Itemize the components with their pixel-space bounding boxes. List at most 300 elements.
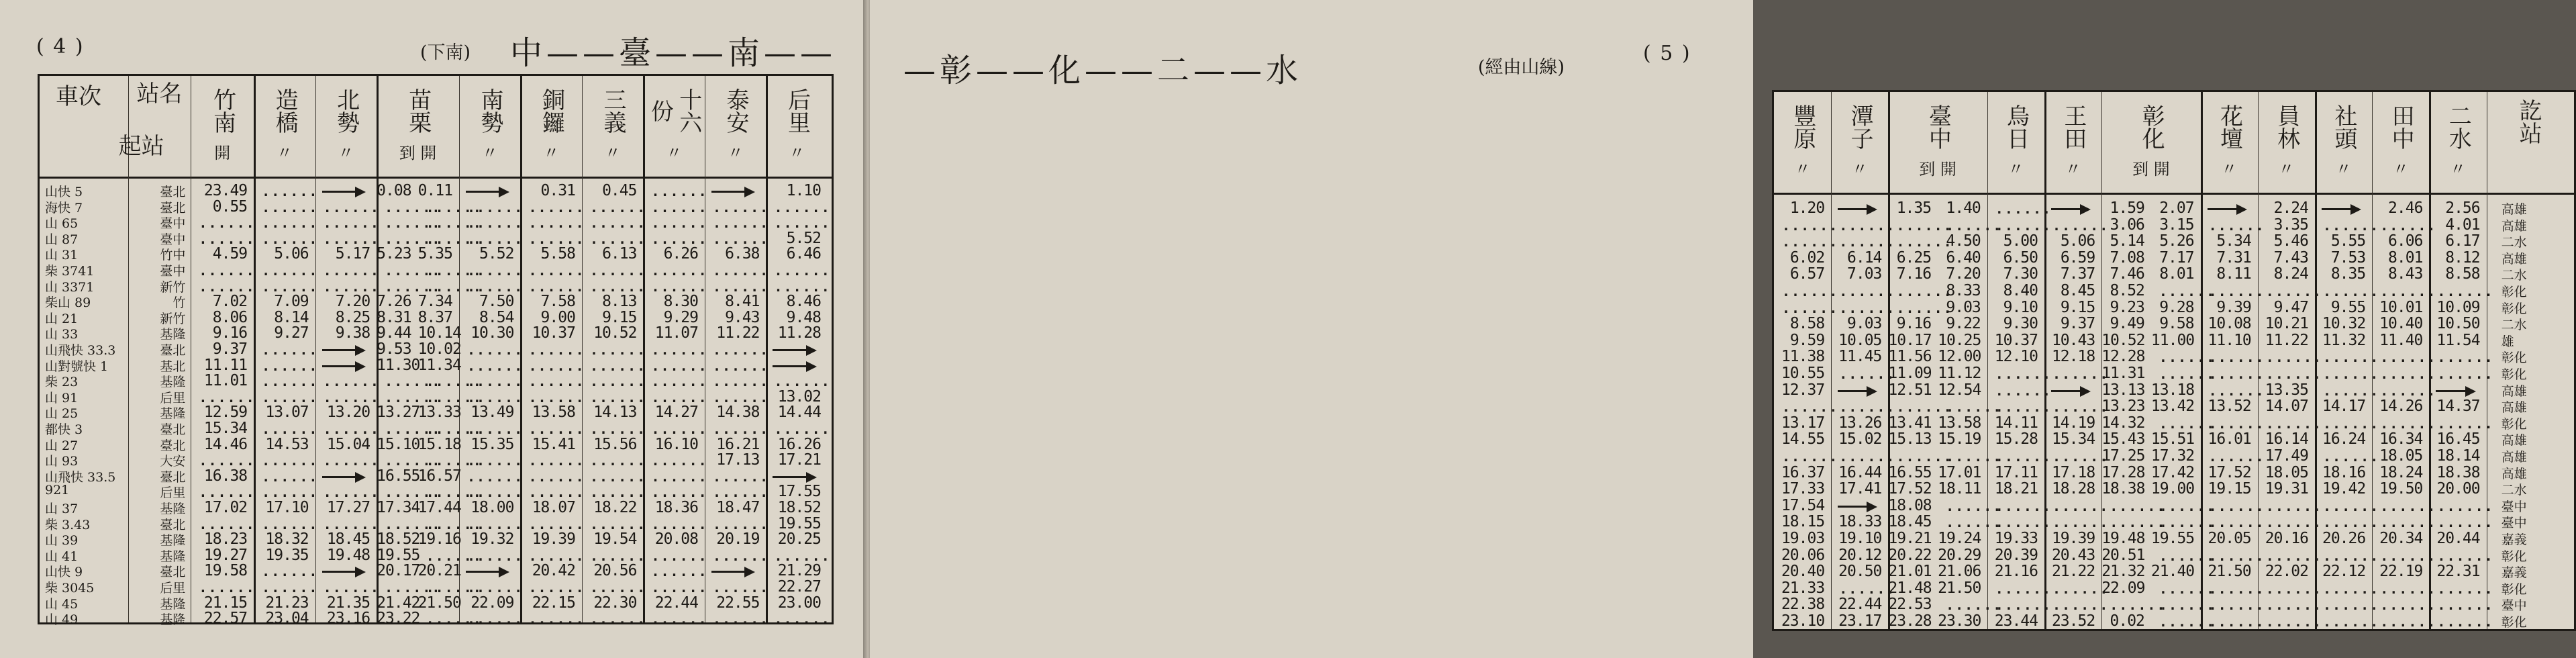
- time-cell: 9.55: [2330, 298, 2366, 316]
- time-cell: 5.06: [274, 245, 309, 263]
- time-cell-dots: ......: [712, 342, 770, 358]
- header-divider: [1774, 193, 2574, 195]
- destination-station: 彰化: [2501, 285, 2527, 299]
- time-cell-dots: ......: [323, 278, 380, 295]
- time-cell-dots: ......: [1995, 399, 2052, 416]
- time-cell: 5.55: [2330, 232, 2366, 250]
- time-cell: 7.20: [1946, 265, 1981, 283]
- time-cell: 8.14: [274, 308, 309, 326]
- time-cell: 16.34: [2379, 430, 2423, 449]
- time-cell: 18.24: [2379, 463, 2423, 481]
- time-cell: 19.39: [2051, 530, 2095, 547]
- time-cell-dots: ......: [1839, 299, 1896, 316]
- station-name: 社頭: [2330, 104, 2357, 150]
- time-cell: 8.40: [2003, 282, 2038, 299]
- time-cell: 22.02: [2265, 563, 2308, 581]
- time-cell: 21.40: [2150, 563, 2195, 581]
- time-cell: 23.17: [1838, 612, 1882, 630]
- time-cell: 13.58: [532, 404, 575, 422]
- time-cell-dots: ......: [2323, 514, 2380, 531]
- time-cell: 6.17: [2445, 232, 2480, 250]
- time-cell-dots: ......: [651, 199, 708, 216]
- time-cell-dots: ......: [1896, 234, 1953, 250]
- time-cell: 20.40: [1781, 563, 1825, 581]
- time-cell-dots: ......: [2208, 597, 2265, 614]
- time-cell: 18.47: [716, 499, 760, 516]
- destination-station: 二水: [2501, 235, 2527, 250]
- time-cell-arrow: [773, 476, 814, 478]
- time-cell: 13.26: [1838, 414, 1882, 432]
- train-number: 山 33: [45, 327, 79, 342]
- time-cell: 10.02: [417, 340, 461, 358]
- time-cell-dots: ......: [385, 484, 442, 501]
- time-cell-dots: ......: [323, 484, 380, 501]
- time-cell: 21.16: [1994, 563, 2038, 581]
- time-cell-dots: ......: [1995, 366, 2052, 382]
- time-cell-dots: ......: [426, 611, 483, 628]
- time-cell: 11.38: [1781, 348, 1825, 366]
- time-cell: 14.46: [203, 435, 248, 453]
- time-cell: 2.07: [2159, 199, 2194, 217]
- time-cell: 18.52: [777, 499, 821, 516]
- station-name: 后里: [783, 88, 811, 134]
- time-cell-dots: ......: [528, 263, 585, 279]
- time-cell-dots: ......: [385, 453, 442, 469]
- right-page: [870, 0, 2542, 658]
- time-cell-dots: ......: [426, 263, 483, 279]
- time-cell: 15.34: [2051, 430, 2095, 449]
- time-cell: 11.32: [2322, 331, 2366, 349]
- time-cell: 9.16: [212, 324, 248, 342]
- time-cell: 22.44: [1838, 596, 1882, 614]
- time-cell: 13.35: [2265, 381, 2308, 399]
- time-cell-dots: ......: [466, 484, 524, 501]
- time-cell-dots: ......: [262, 563, 319, 580]
- time-cell-dots: ......: [589, 357, 647, 374]
- time-cell: 8.24: [2273, 265, 2308, 283]
- time-cell-dots: ......: [2380, 547, 2437, 564]
- time-cell: 20.39: [1994, 546, 2038, 564]
- station-mark: 〃: [789, 144, 805, 162]
- time-cell: 7.46: [2110, 265, 2144, 283]
- time-cell: 13.27: [377, 404, 420, 422]
- time-cell: 20.56: [593, 562, 637, 580]
- time-cell: 11.31: [2101, 365, 2145, 382]
- time-cell: 18.00: [470, 499, 514, 516]
- station-header-1: [1831, 95, 1888, 179]
- time-cell: 16.38: [203, 467, 248, 485]
- time-cell: 13.17: [1781, 414, 1825, 432]
- time-cell-dots: ......: [2159, 366, 2216, 382]
- time-cell: 11.40: [2379, 331, 2423, 349]
- time-cell: 7.08: [2110, 248, 2144, 267]
- time-cell: 23.10: [1781, 612, 1825, 630]
- time-cell-dots: ......: [1782, 449, 1839, 465]
- time-cell: 14.13: [593, 404, 637, 422]
- time-cell-dots: ......: [651, 516, 708, 532]
- time-cell: 21.50: [2208, 563, 2251, 581]
- destination-station: 臺中: [2501, 499, 2527, 514]
- time-cell: 6.13: [602, 245, 637, 263]
- time-cell: 11.09: [1888, 365, 1932, 382]
- time-cell-dots: ......: [2437, 349, 2494, 366]
- time-cell-dots: ......: [1782, 283, 1839, 299]
- time-cell: 10.40: [2379, 315, 2423, 333]
- station-header-2: [1888, 95, 1987, 179]
- time-cell-arrow: [773, 349, 814, 351]
- time-cell: 20.42: [532, 562, 575, 580]
- time-cell: 3.35: [2273, 216, 2308, 234]
- time-cell-dots: ......: [426, 389, 483, 406]
- time-cell: 7.02: [212, 293, 248, 311]
- time-cell: 9.44: [377, 324, 411, 342]
- origin-station: 臺北: [160, 565, 186, 580]
- time-cell: 21.33: [1781, 579, 1825, 597]
- time-cell: 6.38: [725, 245, 760, 263]
- time-cell: 14.27: [654, 404, 698, 422]
- destination-station: 高雄: [2501, 218, 2527, 234]
- time-cell-dots: ......: [262, 357, 319, 374]
- time-cell-dots: ......: [2323, 382, 2380, 399]
- time-cell-dots: ......: [323, 453, 380, 469]
- station-header-8: [2315, 95, 2372, 179]
- header-divider: [40, 177, 832, 179]
- time-cell: 8.37: [417, 308, 452, 326]
- time-cell-dots: ......: [1946, 514, 2003, 531]
- time-cell-dots: ......: [774, 547, 831, 564]
- time-cell-dots: ......: [528, 389, 585, 406]
- time-cell: 10.52: [593, 324, 637, 342]
- time-cell-dots: ......: [199, 389, 256, 406]
- time-cell-dots: ......: [385, 199, 442, 216]
- time-cell: 17.10: [265, 499, 309, 516]
- time-cell: 8.45: [2060, 282, 2095, 299]
- time-cell-dots: ......: [712, 230, 770, 247]
- station-header-9: [2372, 95, 2429, 179]
- time-cell-arrow: [711, 191, 753, 193]
- time-cell-dots: ......: [774, 263, 831, 279]
- time-cell-dots: ......: [651, 357, 708, 374]
- time-cell: 19.15: [2208, 480, 2251, 498]
- time-cell: 9.30: [2003, 315, 2038, 333]
- time-cell-dots: ......: [589, 263, 647, 279]
- time-cell: 15.02: [1838, 430, 1882, 449]
- destination-station: 二水: [2501, 268, 2527, 283]
- time-cell-dots: ......: [2323, 217, 2380, 234]
- time-cell: 9.48: [786, 308, 821, 326]
- station-header-7: [2258, 95, 2315, 179]
- time-cell: 7.31: [2216, 248, 2251, 267]
- time-cell: 8.11: [2216, 265, 2251, 283]
- time-cell: 20.50: [1838, 563, 1882, 581]
- train-number: 山飛快 33.3: [45, 343, 116, 358]
- station-name: 十六份: [646, 88, 702, 134]
- time-cell: 21.15: [203, 594, 248, 612]
- station-name: 臺中: [1924, 104, 1952, 150]
- time-cell: 21.23: [265, 594, 309, 612]
- time-cell-arrow: [322, 365, 364, 367]
- timetable-grid-left: [38, 74, 834, 628]
- time-cell: 8.33: [1946, 282, 1981, 299]
- time-cell-dots: ......: [262, 468, 319, 485]
- time-cell: 18.36: [654, 499, 698, 516]
- time-cell: 5.52: [786, 229, 821, 247]
- station-name: 南勢: [476, 88, 503, 134]
- time-cell: 16.55: [1888, 463, 1932, 481]
- time-cell: 20.08: [654, 530, 698, 549]
- time-cell-dots: ......: [2323, 366, 2380, 382]
- time-cell: 22.27: [777, 578, 821, 596]
- station-name: 豐原: [1789, 104, 1816, 150]
- time-cell: 10.09: [2436, 298, 2480, 316]
- time-cell: 9.10: [2003, 298, 2038, 316]
- time-cell: 17.41: [1838, 480, 1882, 498]
- time-cell: 19.16: [417, 530, 461, 549]
- time-cell: 0.45: [602, 182, 637, 199]
- time-cell-dots: ......: [712, 389, 770, 406]
- time-cell-dots: ......: [712, 468, 770, 485]
- destination-station: 彰化: [2501, 549, 2527, 564]
- time-cell-dots: ......: [466, 453, 524, 469]
- train-number: 山 27: [45, 438, 79, 453]
- time-cell-dots: ......: [1995, 382, 2052, 399]
- station-name: 竹南: [209, 88, 236, 134]
- time-cell: 21.50: [1938, 579, 1981, 597]
- time-cell: 6.26: [663, 245, 698, 263]
- time-cell: 7.30: [2003, 265, 2038, 283]
- station-name: 彰化: [2138, 104, 2165, 150]
- train-number: 山飛快 33.5: [45, 469, 116, 485]
- time-cell-dots: ......: [2208, 580, 2265, 597]
- time-cell: 5.46: [2273, 232, 2308, 250]
- time-cell: 8.52: [2110, 282, 2144, 299]
- time-cell-dots: ......: [2159, 514, 2216, 531]
- time-cell-dots: ......: [528, 453, 585, 469]
- corner-train-label: 車次: [56, 83, 101, 110]
- origin-station: 基隆: [160, 406, 186, 422]
- time-cell-dots: ......: [2380, 283, 2437, 299]
- time-cell-dots: ......: [323, 263, 380, 279]
- time-cell-dots: ......: [262, 342, 319, 358]
- time-cell-dots: ......: [2110, 498, 2167, 514]
- time-cell: 14.55: [1781, 430, 1825, 449]
- time-cell: 17.21: [777, 451, 821, 469]
- time-cell: 16.01: [2208, 430, 2251, 449]
- time-cell: 0.02: [2110, 612, 2144, 630]
- train-number: 柴山 89: [45, 295, 91, 311]
- time-cell-dots: ......: [1839, 283, 1896, 299]
- time-cell-dots: ......: [2159, 349, 2216, 366]
- time-cell-dots: ......: [1896, 283, 1953, 299]
- time-cell-dots: ......: [2265, 514, 2323, 531]
- time-cell: 19.31: [2265, 480, 2308, 498]
- time-cell-dots: ......: [262, 183, 319, 199]
- time-cell: 10.08: [2208, 315, 2251, 333]
- time-cell: 10.37: [1994, 331, 2038, 349]
- station-header-6: [2201, 95, 2258, 179]
- origin-station: 大安: [160, 454, 186, 469]
- time-cell: 6.14: [1847, 248, 1882, 267]
- time-cell: 5.06: [2060, 232, 2095, 250]
- time-cell: 15.51: [2150, 430, 2195, 449]
- time-cell: 8.12: [2445, 248, 2480, 267]
- time-cell: 20.22: [1888, 546, 1932, 564]
- time-cell: 19.24: [1938, 530, 1981, 547]
- time-cell-dots: ......: [2110, 597, 2167, 614]
- time-cell: 11.22: [2265, 331, 2308, 349]
- time-cell: 20.44: [2436, 530, 2480, 547]
- train-number: 山 45: [45, 596, 79, 612]
- time-cell-dots: ......: [2380, 498, 2437, 514]
- time-cell-dots: ......: [426, 199, 483, 216]
- time-cell-dots: ......: [651, 215, 708, 232]
- time-cell-dots: ......: [426, 373, 483, 390]
- time-cell: 18.33: [1838, 513, 1882, 531]
- time-cell: 11.22: [716, 324, 760, 342]
- destination-station: 彰化: [2501, 615, 2527, 630]
- time-cell-dots: ......: [651, 278, 708, 295]
- time-cell-dots: ......: [1839, 217, 1896, 234]
- time-cell: 18.28: [2051, 480, 2095, 498]
- time-cell: 9.15: [2060, 298, 2095, 316]
- time-cell: 20.19: [716, 530, 760, 549]
- time-cell: 6.02: [1789, 248, 1825, 267]
- time-cell-dots: ......: [774, 373, 831, 390]
- time-cell: 13.02: [777, 387, 821, 406]
- time-cell-dots: ......: [199, 230, 256, 247]
- station-mark: 到 開: [2132, 160, 2170, 179]
- time-cell-dots: ......: [426, 215, 483, 232]
- time-cell: 8.41: [725, 293, 760, 311]
- train-number: 山 41: [45, 549, 79, 564]
- station-mark: 開: [214, 144, 231, 162]
- time-cell: 17.55: [777, 483, 821, 501]
- time-cell-dots: ......: [2323, 580, 2380, 597]
- time-cell-dots: ......: [385, 389, 442, 406]
- train-number: 山對號快 1: [45, 359, 109, 374]
- time-cell-dots: ......: [651, 547, 708, 564]
- time-cell: 1.59: [2110, 199, 2144, 217]
- origin-station: 后里: [160, 581, 186, 596]
- time-cell: 11.01: [203, 372, 248, 390]
- time-cell: 13.58: [1938, 414, 1981, 432]
- time-cell-dots: ......: [385, 421, 442, 437]
- time-cell: 2.56: [2445, 199, 2480, 217]
- time-cell: 15.34: [203, 420, 248, 437]
- time-cell-dots: ......: [2265, 349, 2323, 366]
- destination-station: 二水: [2501, 483, 2527, 498]
- time-cell: 9.29: [663, 308, 698, 326]
- time-cell-dots: ......: [589, 611, 647, 628]
- station-name: 員林: [2273, 104, 2300, 150]
- time-cell: 5.35: [417, 245, 452, 263]
- time-cell: 7.58: [540, 293, 575, 311]
- time-cell-dots: ......: [651, 611, 708, 628]
- time-cell-dots: ......: [712, 215, 770, 232]
- train-number: 山 49: [45, 612, 79, 628]
- time-cell-arrow: [322, 349, 364, 351]
- station-header-0: [191, 79, 254, 163]
- time-cell-dots: ......: [2052, 366, 2110, 382]
- time-cell-dots: ......: [466, 278, 524, 295]
- time-cell-dots: ......: [2437, 498, 2494, 514]
- time-cell-dots: ......: [589, 342, 647, 358]
- time-cell: 17.32: [2150, 447, 2195, 465]
- time-cell-dots: ......: [774, 611, 831, 628]
- time-cell-dots: ......: [2208, 498, 2265, 514]
- time-cell-dots: ......: [2437, 366, 2494, 382]
- time-cell: 5.58: [540, 245, 575, 263]
- time-cell-dots: ......: [199, 215, 256, 232]
- time-cell: 9.03: [1847, 315, 1882, 333]
- time-cell: 8.25: [335, 308, 370, 326]
- time-cell: 8.30: [663, 293, 698, 311]
- time-cell: 15.19: [1938, 430, 1981, 449]
- time-cell-dots: ......: [426, 579, 483, 596]
- time-cell-dots: ......: [651, 563, 708, 580]
- time-cell: 23.52: [2051, 612, 2095, 630]
- time-cell-dots: ......: [2380, 415, 2437, 432]
- station-name: 三義: [599, 88, 626, 134]
- origin-station: 基隆: [160, 375, 186, 390]
- destination-station: 高雄: [2501, 450, 2527, 465]
- time-cell: 15.28: [1994, 430, 2038, 449]
- time-cell-dots: ......: [1839, 399, 1896, 416]
- station-mark: 〃: [543, 144, 560, 162]
- time-cell: 12.51: [1888, 381, 1932, 399]
- time-cell-dots: ......: [2208, 449, 2265, 465]
- time-cell: 22.12: [2322, 563, 2366, 581]
- time-cell-dots: ......: [466, 389, 524, 406]
- time-cell: 13.13: [2101, 381, 2145, 399]
- time-cell: 5.34: [2216, 232, 2251, 250]
- time-cell-dots: ......: [199, 453, 256, 469]
- time-cell: 11.10: [2208, 331, 2251, 349]
- time-cell-dots: ......: [528, 373, 585, 390]
- time-cell-dots: ......: [2208, 614, 2265, 630]
- time-cell: 18.45: [1888, 513, 1932, 531]
- destination-label: 訖站: [2515, 99, 2542, 144]
- time-cell: 17.54: [1781, 496, 1825, 514]
- time-cell-dots: ......: [385, 263, 442, 279]
- destination-station: 彰化: [2501, 350, 2527, 366]
- station-mark: 〃: [1794, 160, 1811, 179]
- train-number: 山快 5: [45, 185, 83, 199]
- time-cell-dots: ......: [262, 453, 319, 469]
- time-cell-dots: ......: [2380, 514, 2437, 531]
- destination-station: 彰化: [2501, 581, 2527, 597]
- time-cell-dots: ......: [712, 278, 770, 295]
- corner-station-label: 站名: [136, 81, 183, 107]
- time-cell: 14.26: [2379, 397, 2423, 416]
- time-cell: 10.14: [417, 324, 461, 342]
- time-cell-dots: ......: [651, 468, 708, 485]
- time-cell-dots: ......: [651, 389, 708, 406]
- time-cell-dots: ......: [1995, 580, 2052, 597]
- time-cell: 16.21: [716, 435, 760, 453]
- train-number: 柴 3045: [45, 581, 95, 596]
- time-cell-dots: ......: [589, 278, 647, 295]
- route-via-label: (經由山線): [1478, 57, 1565, 78]
- time-cell: 8.58: [2445, 265, 2480, 283]
- time-cell: 8.43: [2388, 265, 2423, 283]
- time-cell: 16.26: [777, 435, 821, 453]
- train-number: 山 91: [45, 390, 79, 406]
- time-cell-dots: ......: [651, 263, 708, 279]
- time-cell-dots: ......: [528, 516, 585, 532]
- time-cell: 22.30: [593, 594, 637, 612]
- time-cell-dots: ......: [2265, 498, 2323, 514]
